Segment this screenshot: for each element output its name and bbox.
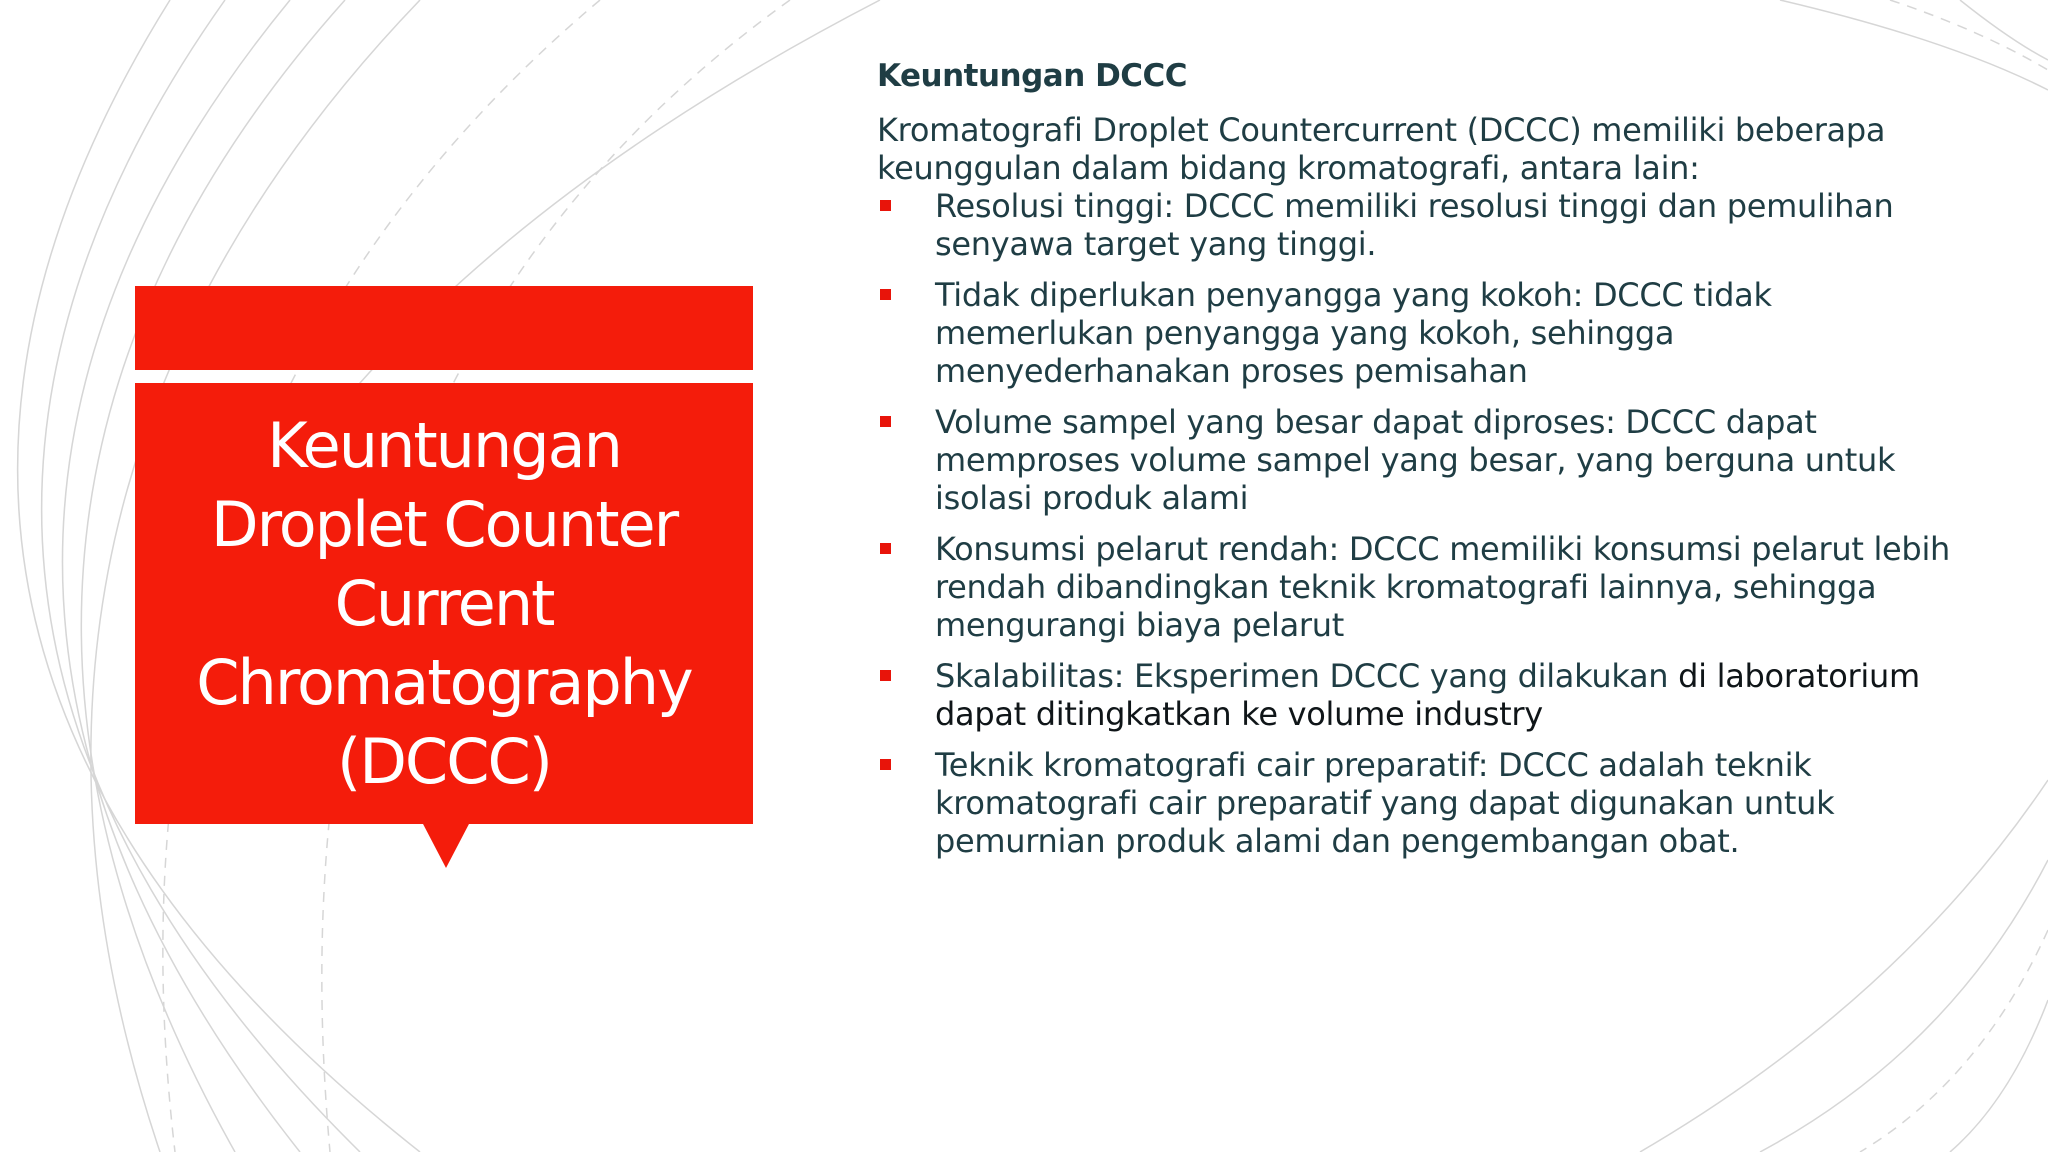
bullet-list <box>877 187 1967 860</box>
square-bullet-icon <box>880 416 891 427</box>
bullet-item <box>877 187 1967 263</box>
title-line: Current <box>334 567 554 640</box>
bullet-item <box>877 276 1967 390</box>
title-line: (DCCC) <box>337 725 551 798</box>
bullet-item <box>877 657 1967 733</box>
square-bullet-icon <box>880 200 891 211</box>
title-panel <box>135 383 753 824</box>
square-bullet-icon <box>880 759 891 770</box>
title-line: Keuntungan <box>267 409 621 482</box>
title-accent-bar <box>135 286 753 370</box>
square-bullet-icon <box>880 670 891 681</box>
square-bullet-icon <box>880 289 891 300</box>
bullet-text: Volume sampel yang besar dapat diproses: DCCC dapat memproses volume sampel yang besar, yang berguna untuk isolasi produk alami <box>935 403 1896 517</box>
bullet-text: Konsumsi pelarut rendah: DCCC memiliki konsumsi pelarut lebih rendah dibandingkan teknik kromatografi lainnya, sehingga mengurangi biaya pelarut <box>935 530 1951 644</box>
bullet-text-continuation: di laboratorium dapat ditingkatkan ke volume industry <box>935 657 1920 733</box>
bullet-item <box>877 530 1967 644</box>
bullet-text: Skalabilitas: Eksperimen DCCC yang dilakukan <box>935 657 1669 695</box>
content-heading: Keuntungan DCCC <box>877 58 1188 94</box>
bullet-item <box>877 403 1967 517</box>
square-bullet-icon <box>880 543 891 554</box>
bullet-item <box>877 746 1967 860</box>
title-line: Droplet Counter <box>210 488 678 561</box>
bullet-text: Resolusi tinggi: DCCC memiliki resolusi tinggi dan pemulihan senyawa target yang tinggi. <box>935 187 1894 263</box>
content-area <box>877 55 1967 873</box>
slide-title <box>154 406 734 801</box>
title-line: Chromatography <box>196 646 692 719</box>
bullet-text: Tidak diperlukan penyangga yang kokoh: DCCC tidak memerlukan penyangga yang kokoh, sehingga menyederhanakan proses pemisahan <box>935 276 1772 390</box>
bullet-text: Teknik kromatografi cair preparatif: DCCC adalah teknik kromatografi cair preparatif yang dapat digunakan untuk pemurnian produk alami dan pengembangan obat. <box>935 746 1835 860</box>
intro-paragraph: Kromatografi Droplet Countercurrent (DCCC) memiliki beberapa keunggulan dalam bidang kromatografi, antara lain: <box>877 111 1886 187</box>
title-pointer-triangle <box>422 822 470 868</box>
